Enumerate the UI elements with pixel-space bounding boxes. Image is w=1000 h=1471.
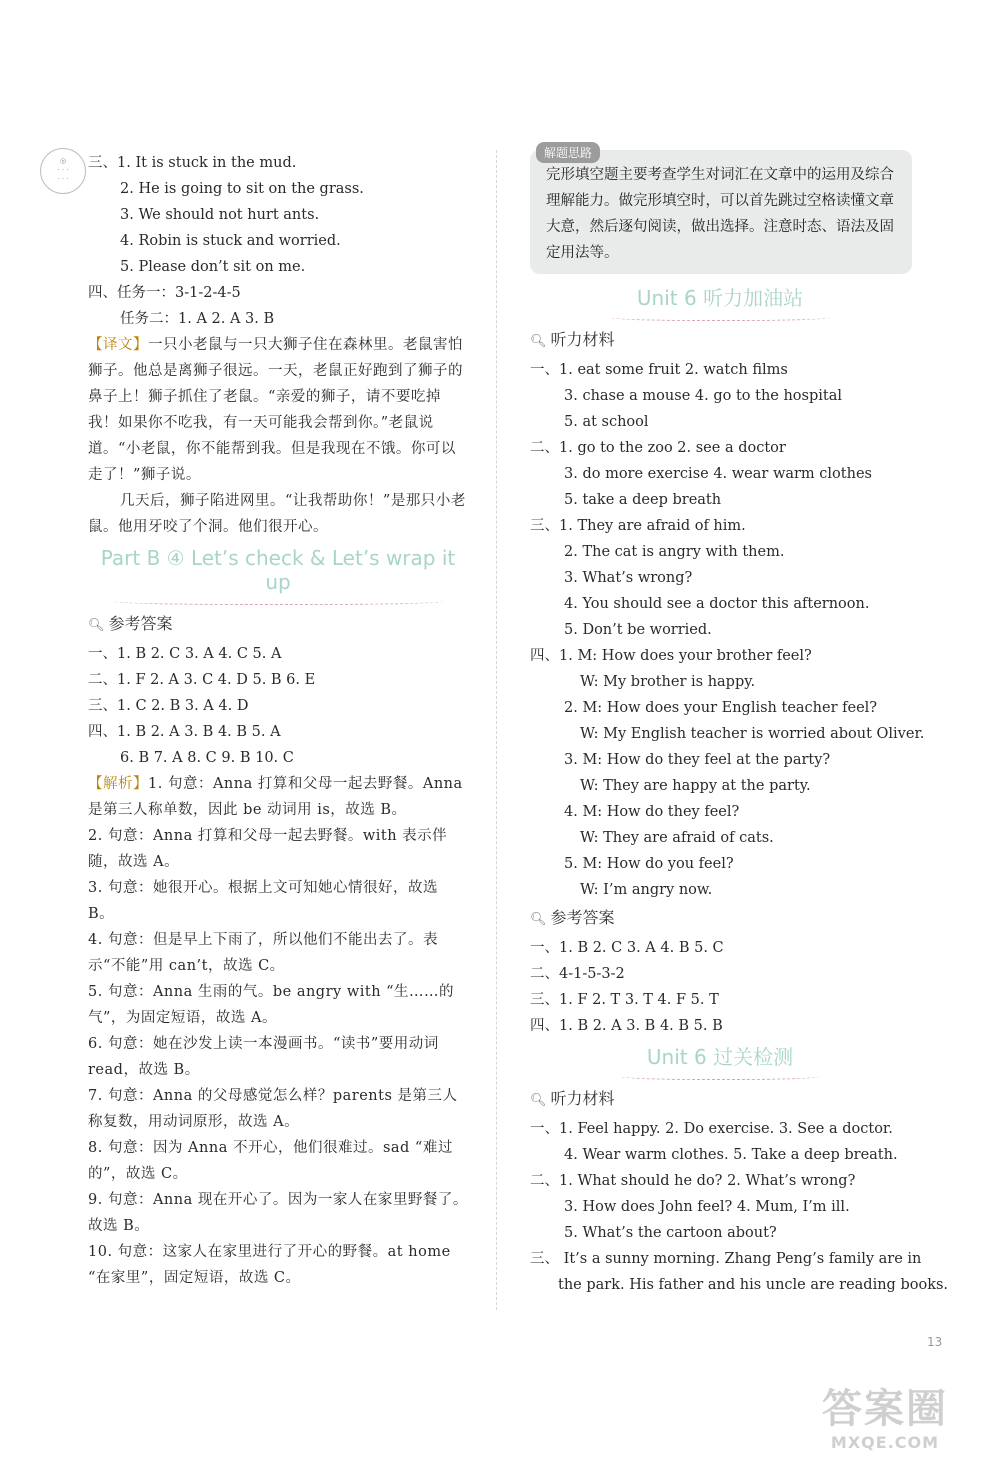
listening-line: the park. His father and his uncle are reading books.	[558, 1277, 949, 1293]
listening-line: 2. M: How does your English teacher feel?	[564, 700, 878, 716]
answer-line: 三、1. C 2. B 3. A 4. D	[88, 698, 249, 714]
analysis-item	[88, 771, 468, 823]
magnifier-icon: 🔍︎	[530, 1093, 547, 1108]
listening-line: W: I’m angry now.	[580, 882, 713, 898]
analysis-item: 7. 句意：Anna 的父母感觉怎么样？parents 是第三人称复数，用动词原形，故选 A。	[88, 1088, 458, 1130]
section-underline	[610, 312, 830, 321]
section-title	[530, 1039, 910, 1084]
section-title-text: Unit 6 听力加油站	[636, 286, 804, 310]
answer-line: 四、1. B 2. A 3. B 4. B 5. A	[88, 724, 281, 740]
translation-paragraph: 几天后，狮子陷进网里。“让我帮助你！”是那只小老鼠。他用牙咬了个洞。他们很开心。	[88, 493, 466, 535]
magnifier-icon: 🔍︎	[530, 912, 547, 927]
corner-stamp-icon: ◎ · · · · · ·	[40, 148, 86, 194]
listening-line: 4. M: How do they feel?	[564, 804, 740, 820]
listening-line: 3. M: How do they feel at the party?	[564, 752, 831, 768]
magnifier-icon: 🔍︎	[88, 618, 105, 633]
answers-heading-text: 参考答案	[550, 908, 615, 927]
listening-line: 3. How does John feel? 4. Mum, I’m ill.	[564, 1199, 850, 1215]
listening-line: 二、1. What should he do? 2. What’s wrong?	[530, 1173, 856, 1189]
analysis-tag: 【解析】	[88, 776, 148, 792]
section-title	[530, 280, 910, 325]
listening-line: 5. Don’t be worried.	[564, 622, 712, 638]
listening-line: 3. chase a mouse 4. go to the hospital	[564, 388, 843, 404]
listening-line: 四、1. M: How does your brother feel?	[530, 648, 812, 664]
analysis-item: 10. 句意：这家人在家里进行了开心的野餐。at home “在家里”，固定短语，故选 C。	[88, 1244, 451, 1286]
translation-text: 一只小老鼠与一只大狮子住在森林里。老鼠害怕狮子。他总是离狮子很远。一天，老鼠正好跑到了狮子的鼻子上！狮子抓住了老鼠。“亲爱的狮子，请不要吃掉我！如果你不吃我，有一天可能我会帮到你。”老鼠说道。“小老鼠，你不能帮到我。但是我现在不饿。你可以走了！”狮子说。	[88, 337, 463, 483]
translation-tag: 【译文】	[88, 337, 148, 353]
listening-line: 5. M: How do you feel?	[564, 856, 734, 872]
left-column	[88, 150, 468, 1291]
answer-line: 5. Please don’t sit on me.	[120, 259, 306, 275]
tip-label: 解题思路	[536, 142, 600, 163]
listening-line: W: My brother is happy.	[580, 674, 756, 690]
analysis-item: 4. 句意：但是早上下雨了，所以他们不能出去了。表示“不能”用 can’t，故选 C。	[88, 932, 438, 974]
listening-line: 三、 It’s a sunny morning. Zhang Peng’s family are in	[530, 1251, 922, 1267]
listening-line: 3. do more exercise 4. wear warm clothes	[564, 466, 872, 482]
listening-line: 一、1. Feel happy. 2. Do exercise. 3. See a doctor.	[530, 1121, 893, 1137]
watermark-logo	[800, 1385, 970, 1465]
analysis-item: 6. 句意：她在沙发上读一本漫画书。“读书”要用动词 read，故选 B。	[88, 1036, 439, 1078]
listening-line: 3. What’s wrong?	[564, 570, 693, 586]
listening-line: 2. The cat is angry with them.	[564, 544, 785, 560]
answer-line: 3. We should not hurt ants.	[120, 207, 320, 223]
column-divider	[496, 150, 497, 1310]
answer-line: 任务二：1. A 2. A 3. B	[120, 311, 275, 327]
analysis-item: 3. 句意：她很开心。根据上文可知她心情很好，故选 B。	[88, 880, 438, 922]
watermark-text: 答案圈	[822, 1386, 948, 1432]
answer-line: 二、1. F 2. A 3. C 4. D 5. B 6. E	[88, 672, 316, 688]
analysis-text: 1. 句意：Anna 打算和父母一起去野餐。Anna 是第三人称单数，因此 be 动词用 is，故选 B。	[88, 776, 463, 818]
listening-heading	[530, 1084, 910, 1116]
answer-line: 四、1. B 2. A 3. B 4. B 5. B	[530, 1018, 723, 1034]
listening-line: 5. take a deep breath	[564, 492, 722, 508]
listening-line: 5. at school	[564, 414, 649, 430]
answer-line: 6. B 7. A 8. C 9. B 10. C	[120, 750, 294, 766]
tip-text: 完形填空题主要考查学生对词汇在文章中的运用及综合理解能力。做完形填空时，可以首先跳过空格读懂文章大意，然后逐句阅读，做出选择。注意时态、语法及固定用法等。	[546, 167, 894, 261]
answer-line: 二、4-1-5-3-2	[530, 966, 625, 982]
answer-line: 三、1. It is stuck in the mud.	[88, 155, 297, 171]
analysis-item: 8. 句意：因为 Anna 不开心，他们很难过。sad “难过的”，故选 C。	[88, 1140, 453, 1182]
analysis-item: 2. 句意：Anna 打算和父母一起去野餐。with 表示伴随，故选 A。	[88, 828, 448, 870]
tip-box	[530, 146, 912, 274]
section-title	[88, 540, 468, 609]
section-title-text: Unit 6 过关检测	[646, 1045, 794, 1069]
answer-line: 2. He is going to sit on the grass.	[120, 181, 364, 197]
answers-heading	[88, 609, 468, 641]
section-underline	[113, 596, 443, 605]
listening-heading	[530, 325, 910, 357]
page-number: 13	[927, 1335, 943, 1349]
listening-line: 三、1. They are afraid of him.	[530, 518, 746, 534]
watermark-url: MXQE.COM	[830, 1433, 940, 1452]
listening-heading-text: 听力材料	[550, 1089, 615, 1108]
listening-line: W: My English teacher is worried about Oliver.	[580, 726, 925, 742]
analysis-item: 9. 句意：Anna 现在开心了。因为一家人在家里野餐了。故选 B。	[88, 1192, 468, 1234]
listening-line: 5. What’s the cartoon about?	[564, 1225, 777, 1241]
listening-line: 4. Wear warm clothes. 5. Take a deep breath.	[564, 1147, 898, 1163]
listening-line: W: They are afraid of cats.	[580, 830, 774, 846]
right-column	[530, 146, 949, 1298]
section-underline	[620, 1071, 820, 1080]
answer-line: 三、1. F 2. T 3. T 4. F 5. T	[530, 992, 719, 1008]
listening-line: W: They are happy at the party.	[580, 778, 811, 794]
answer-line: 一、1. B 2. C 3. A 4. C 5. A	[88, 646, 282, 662]
answer-line: 一、1. B 2. C 3. A 4. B 5. C	[530, 940, 724, 956]
analysis-item: 5. 句意：Anna 生雨的气。be angry with “生……的气”，为固定短语，故选 A。	[88, 984, 455, 1026]
answer-line: 四、任务一：3-1-2-4-5	[88, 285, 241, 301]
listening-heading-text: 听力材料	[550, 330, 615, 349]
listening-line: 二、1. go to the zoo 2. see a doctor	[530, 440, 786, 456]
answers-heading-text: 参考答案	[108, 614, 173, 633]
answers-heading	[530, 903, 910, 935]
listening-line: 一、1. eat some fruit 2. watch films	[530, 362, 788, 378]
magnifier-icon: 🔍︎	[530, 334, 547, 349]
translation-paragraph	[88, 332, 468, 488]
listening-line: 4. You should see a doctor this afternoon.	[564, 596, 870, 612]
section-title-text: Part B ④ Let’s check & Let’s wrap it up	[100, 546, 456, 594]
answer-line: 4. Robin is stuck and worried.	[120, 233, 341, 249]
